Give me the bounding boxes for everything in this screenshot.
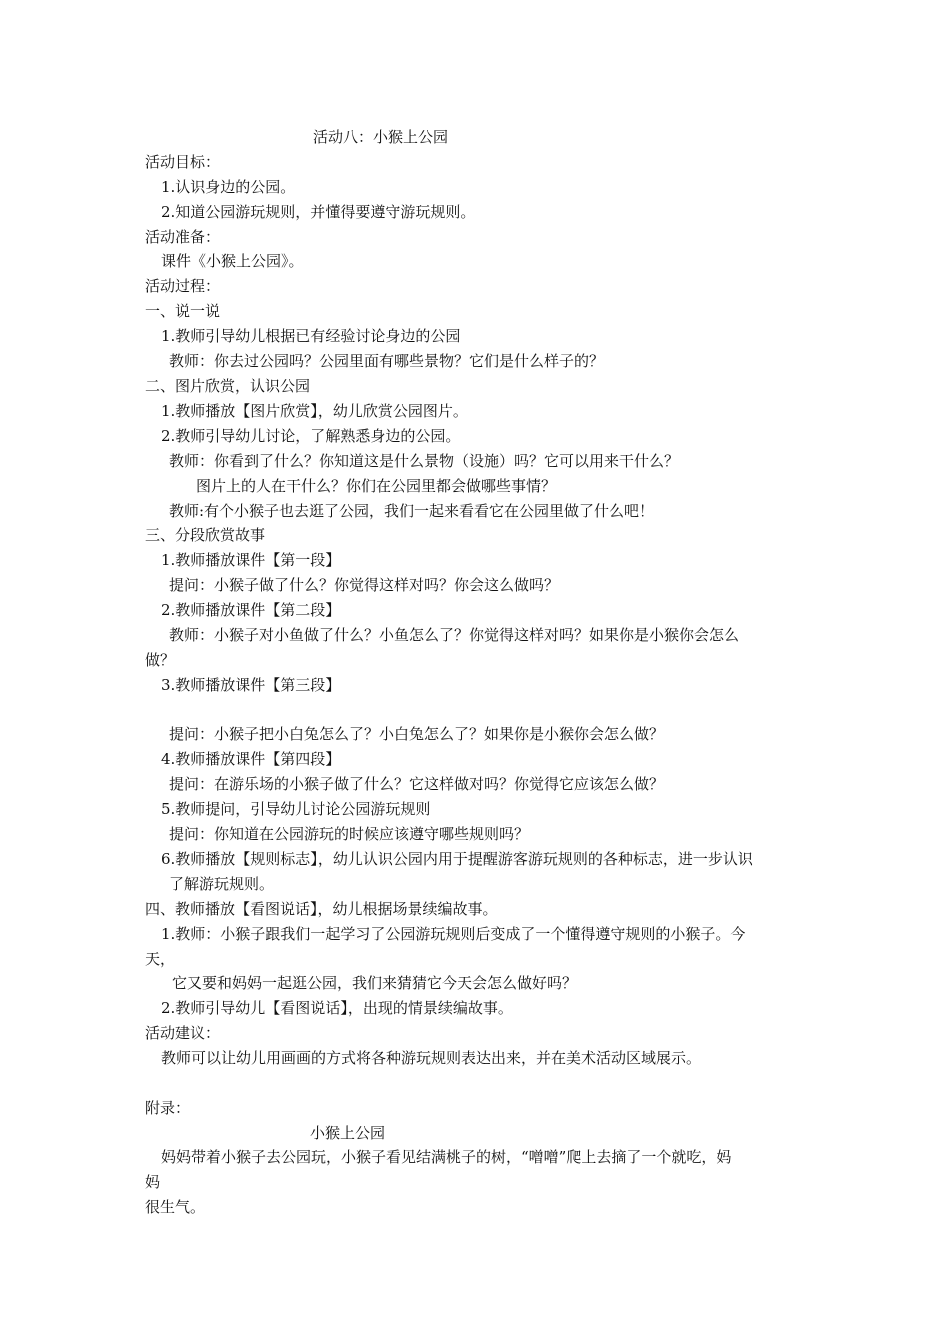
process-line: 3.教师播放课件【第三段】 <box>161 676 341 694</box>
process-line: 5.教师提问，引导幼儿讨论公园游玩规则 <box>161 800 431 818</box>
process-line: 提问：在游乐场的小猴子做了什么？它这样做对吗？你觉得它应该怎么做？ <box>169 775 665 793</box>
process-line: 1.教师播放【图片欣赏】，幼儿欣赏公园图片。 <box>161 402 468 420</box>
prep-text: 课件《小猴上公园》。 <box>161 252 304 270</box>
process-line: 6.教师播放【规则标志】，幼儿认识公园内用于提醒游客游玩规则的各种标志，进一步认识 <box>161 850 753 868</box>
process-line: 做？ <box>145 651 176 669</box>
process-line: 教师：你去过公园吗？公园里面有哪些景物？它们是什么样子的？ <box>169 352 605 370</box>
goals-heading: 活动目标： <box>145 153 221 171</box>
process-line: 教师:有个小猴子也去逛了公园，我们一起来看看它在公园里做了什么吧！ <box>169 502 655 520</box>
process-line: 1.教师：小猴子跟我们一起学习了公园游玩规则后变成了一个懂得遵守规则的小猴子。今 <box>161 925 746 943</box>
page-title: 活动八：小猴上公园 <box>313 128 449 146</box>
process-line: 教师：你看到了什么？你知道这是什么景物（设施）吗？它可以用来干什么？ <box>169 452 680 470</box>
section-heading: 四、教师播放【看图说话】，幼儿根据场景续编故事。 <box>145 900 498 918</box>
process-line: 2.教师引导幼儿【看图说话】，出现的情景续编故事。 <box>161 999 513 1017</box>
story-line: 很生气。 <box>145 1198 206 1216</box>
story-title: 小猴上公园 <box>310 1124 386 1142</box>
section-heading: 三、分段欣赏故事 <box>145 526 266 544</box>
process-line: 提问：小猴子做了什么？你觉得这样对吗？你会这么做吗？ <box>169 576 560 594</box>
process-heading: 活动过程： <box>145 277 221 295</box>
process-line: 2.教师播放课件【第二段】 <box>161 601 341 619</box>
process-line: 4.教师播放课件【第四段】 <box>161 750 341 768</box>
process-line: 提问：小猴子把小白兔怎么了？小白兔怎么了？如果你是小猴你会怎么做？ <box>169 725 665 743</box>
suggest-text: 教师可以让幼儿用画画的方式将各种游玩规则表达出来，并在美术活动区域展示。 <box>161 1049 702 1067</box>
story-line: 妈 <box>145 1173 161 1191</box>
goal-item: 2.知道公园游玩规则，并懂得要遵守游玩规则。 <box>161 203 476 221</box>
suggest-heading: 活动建议： <box>145 1024 221 1042</box>
section-heading: 一、说一说 <box>145 302 221 320</box>
process-line: 了解游玩规则。 <box>169 875 275 893</box>
process-line: 图片上的人在干什么？你们在公园里都会做哪些事情？ <box>196 477 557 495</box>
process-line: 1.教师播放课件【第一段】 <box>161 551 341 569</box>
section-heading: 二、图片欣赏，认识公园 <box>145 377 311 395</box>
prep-heading: 活动准备： <box>145 228 221 246</box>
process-line: 2.教师引导幼儿讨论，了解熟悉身边的公园。 <box>161 427 461 445</box>
goal-item: 1.认识身边的公园。 <box>161 178 296 196</box>
process-line: 教师：小猴子对小鱼做了什么？小鱼怎么了？你觉得这样对吗？如果你是小猴你会怎么 <box>169 626 740 644</box>
process-line: 提问：你知道在公园游玩的时候应该遵守哪些规则吗？ <box>169 825 530 843</box>
process-line: 它又要和妈妈一起逛公园，我们来猜猜它今天会怎么做好吗？ <box>172 974 578 992</box>
process-line: 天， <box>145 950 176 968</box>
story-line: 妈妈带着小猴子去公园玩，小猴子看见结满桃子的树，“噌噌”爬上去摘了一个就吃，妈 <box>161 1148 732 1166</box>
appendix-heading: 附录： <box>145 1099 191 1117</box>
process-line: 1.教师引导幼儿根据已有经验讨论身边的公园 <box>161 327 461 345</box>
